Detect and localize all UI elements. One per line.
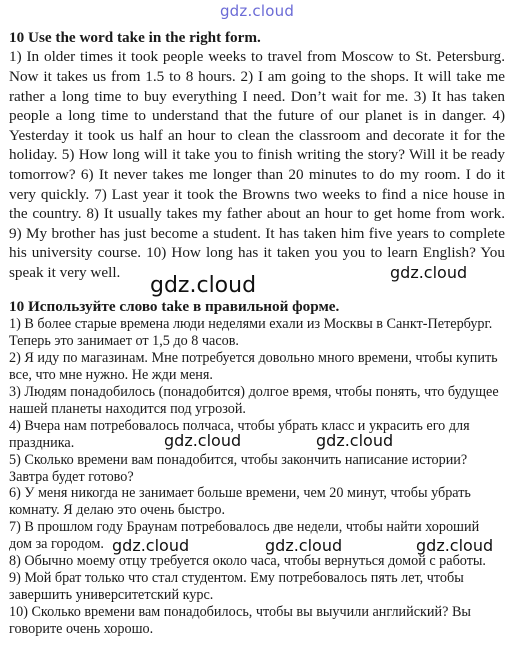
russian-item: 7) В прошлом году Браунам потребовалось две недели, чтобы найти хороший дом за городом.: [9, 519, 480, 553]
russian-item: 6) У меня никогда не занимает больше времени, чем 20 минут, чтобы убрать комнату. Я делаю это очень быстро.: [9, 485, 471, 519]
russian-item: 1) В более старые времена люди неделями ехали из Москвы в Санкт-Петербург. Теперь это занимает от 1,5 до 8 часов.: [9, 316, 493, 350]
watermark: gdz.cloud: [390, 263, 468, 282]
russian-item: 10) Сколько времени вам понадобилось, чтобы вы выучили английский? Вы говорите очень хорошо.: [9, 603, 471, 637]
russian-item: 9) Мой брат только что стал студентом. Ему потребовалось пять лет, чтобы завершить университетский курс.: [9, 570, 464, 603]
russian-item: 5) Сколько времени вам понадобится, чтобы закончить написание истории? Завтра будет готово?: [9, 451, 468, 485]
russian-item: 2) Я иду по магазинам. Мне потребуется довольно много времени, чтобы купить все, что мне нужно. Не жди меня.: [9, 350, 498, 384]
site-watermark-header: gdz.cloud: [219, 2, 295, 20]
english-exercise: [9, 29, 505, 283]
watermark: gdz.cloud: [150, 273, 257, 298]
watermark: gdz.cloud: [316, 431, 394, 450]
watermark: gdz.cloud: [416, 536, 494, 555]
english-text: 1) In older times it took people weeks to travel from Moscow to St. Petersburg. Now it takes us from 1.5 to 8 hours. 2) I am going to the shops. It will take me rather a long time to buy everything I need. Don’t wait for me. 3) It has taken people a long time to understand that the future of our planet is in danger. 4) Yesterday it took us half an hour to clean the classroom and decorate it for the holiday. 5) How long will it take you to finish writing the story? Will it be ready tomorrow? 6) It never takes me longer than 20 minutes to do my room. I do it very quickly. 7) Last year it took the Browns two weeks to find a nice house in the country. 8) It usually takes my father about an hour to get home from work. 9) My brother has just become a student. It has taken him five years to complete his university course. 10) How long has it taken you you to learn English? You speak it very well.: [9, 48, 505, 281]
russian-exercise: [9, 298, 505, 638]
russian-item: 8) Обычно моему отцу требуется около часа, чтобы вернуться домой с работы.: [9, 553, 486, 570]
watermark: gdz.cloud: [112, 536, 190, 555]
watermark: gdz.cloud: [164, 431, 242, 450]
russian-item: 3) Людям понадобилось (понадобится) долгое время, чтобы понять, что будущее нашей планеты находится под угрозой.: [9, 384, 499, 417]
watermark: gdz.cloud: [265, 536, 343, 555]
english-heading: 10 Use the word take in the right form.: [9, 29, 261, 46]
russian-heading: 10 Используйте слово take в правильной форме.: [9, 298, 340, 315]
russian-item: 4) Вчера нам потребовалось полчаса, чтобы убрать класс и украсить его для праздника.: [9, 417, 470, 451]
